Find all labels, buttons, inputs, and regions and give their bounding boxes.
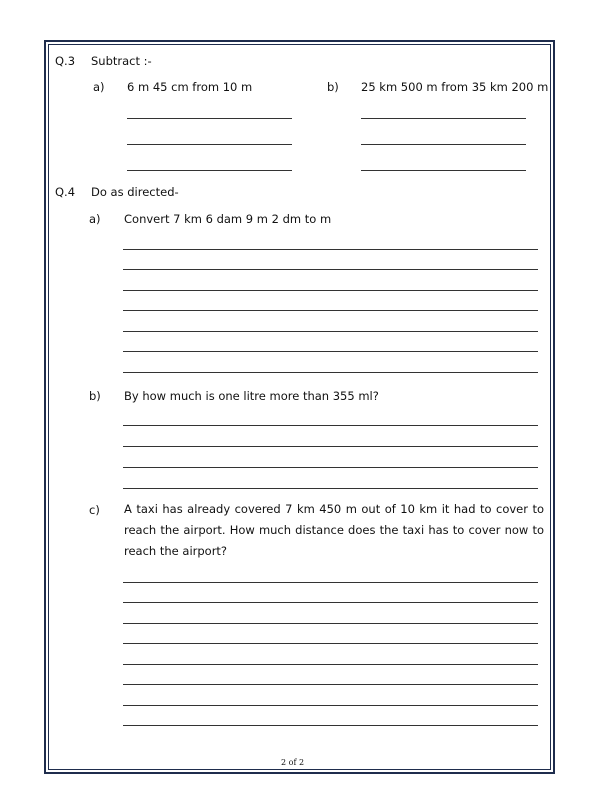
q3-a-answer-line[interactable]: [127, 144, 292, 145]
q4-b-text: By how much is one litre more than 355 ml?: [124, 389, 379, 403]
q4-c-answer-line[interactable]: [123, 623, 538, 624]
q4-c-answer-line[interactable]: [123, 684, 538, 685]
q3-b-text: 25 km 500 m from 35 km 200 m: [361, 80, 549, 94]
q4-number: Q.4: [55, 185, 76, 199]
q3-a-label: a): [93, 80, 105, 94]
q4-a-answer-line[interactable]: [123, 372, 538, 373]
q4-a-answer-line[interactable]: [123, 310, 538, 311]
q4-b-answer-line[interactable]: [123, 425, 538, 426]
q4-title: Do as directed-: [91, 185, 179, 199]
q3-b-answer-line[interactable]: [361, 118, 526, 119]
q3-b-label: b): [327, 80, 339, 94]
q4-a-answer-line[interactable]: [123, 249, 538, 250]
q4-b-answer-line[interactable]: [123, 488, 538, 489]
q3-b-answer-line[interactable]: [361, 170, 526, 171]
q4-a-answer-line[interactable]: [123, 351, 538, 352]
q4-c-answer-line[interactable]: [123, 664, 538, 665]
q4-b-answer-line[interactable]: [123, 446, 538, 447]
q3-a-text: 6 m 45 cm from 10 m: [127, 80, 253, 94]
q3-number: Q.3: [55, 54, 76, 68]
q4-a-text: Convert 7 km 6 dam 9 m 2 dm to m: [124, 212, 332, 226]
q4-b-label: b): [89, 389, 101, 403]
q4-a-answer-line[interactable]: [123, 269, 538, 270]
q4-c-answer-line[interactable]: [123, 725, 538, 726]
q4-c-label: c): [89, 503, 100, 517]
q4-c-answer-line[interactable]: [123, 602, 538, 603]
q3-b-answer-line[interactable]: [361, 144, 526, 145]
q4-c-text: A taxi has already covered 7 km 450 m out of 10 km it had to cover to reach the airport. How much distance does the taxi has to cover now to reach the airport?: [124, 502, 544, 558]
page-border-inner: [48, 44, 551, 770]
q3-a-answer-line[interactable]: [127, 118, 292, 119]
page-number: 2 of 2: [281, 758, 305, 767]
q4-a-answer-line[interactable]: [123, 290, 538, 291]
q4-c-answer-line[interactable]: [123, 705, 538, 706]
q3-a-answer-line[interactable]: [127, 170, 292, 171]
q4-a-answer-line[interactable]: [123, 331, 538, 332]
q4-c-answer-line[interactable]: [123, 582, 538, 583]
q3-title: Subtract :-: [91, 54, 152, 68]
q4-c-answer-line[interactable]: [123, 643, 538, 644]
q4-a-label: a): [89, 212, 101, 226]
q4-b-answer-line[interactable]: [123, 467, 538, 468]
